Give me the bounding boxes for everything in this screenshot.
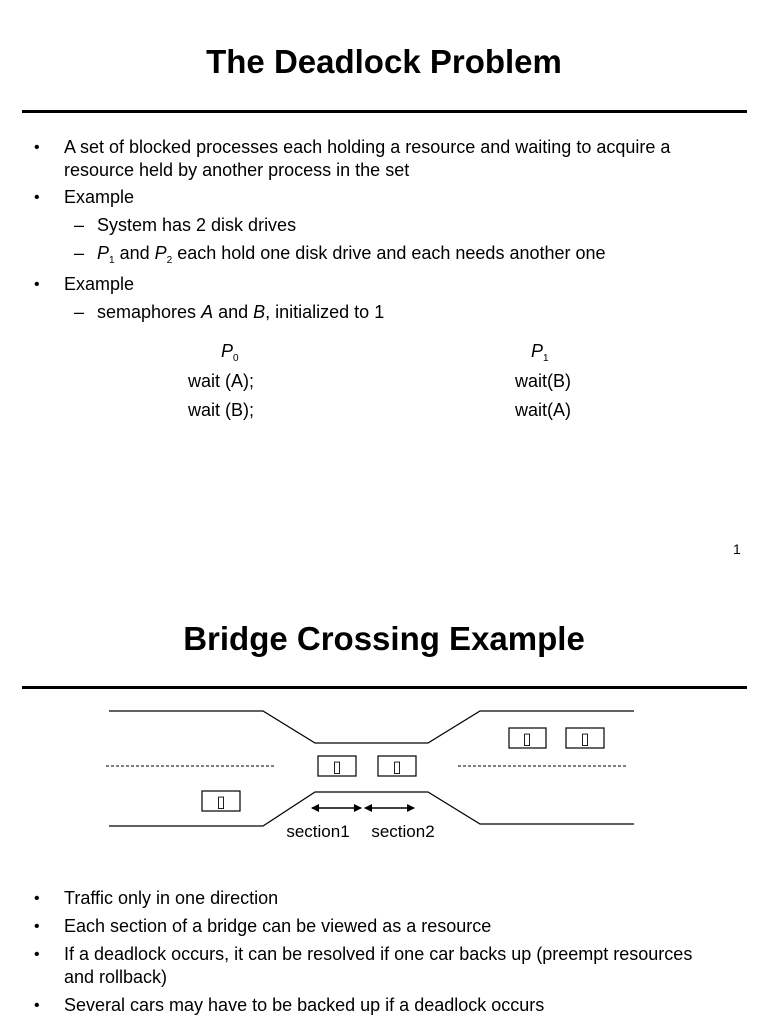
bullet-icon: • [34,946,40,963]
road-top-edge [109,711,634,743]
car-icon [318,756,356,776]
bullet-text-line2: and rollback) [64,967,168,987]
text: P [531,341,544,361]
car-icon [378,756,416,776]
slide-title: Bridge Crossing Example [183,620,585,657]
bullet-icon: • [34,997,40,1014]
text: and [114,243,155,263]
text: P [221,341,234,361]
section2-label: section2 [371,822,435,841]
text: semaphores [97,302,202,322]
car-icon [509,728,546,748]
car-icon [566,728,604,748]
p1-wait-a: wait(A) [515,400,572,420]
sub-bullet-semaphores [97,301,384,324]
bullet-icon: • [34,276,40,293]
text: each hold one disk drive and each needs another one [172,243,606,263]
process-p2-label: P [154,243,167,263]
title-divider [22,110,747,113]
car-glyph: ▯ [332,757,342,776]
slide-title: The Deadlock Problem [206,43,562,80]
bullet-icon: • [34,890,40,907]
process-p1-heading [531,340,549,370]
bullet-icon: • [34,918,40,935]
car-glyph: ▯ [392,757,402,776]
section1-label: section1 [286,822,350,841]
dash-icon: – [74,302,85,322]
bullet-deadlock-definition [64,136,670,182]
subscript: 1 [543,353,549,364]
bullet-text-line1: A set of blocked processes each holding a resource and waiting to acquire a [64,137,671,157]
process-p1-label: P [97,243,110,263]
dash-icon: – [74,243,85,263]
car-glyph: ▯ [580,729,590,748]
bullet-text-line2: resource held by another process in the set [64,160,410,180]
bullet-deadlock-resolution [64,943,692,989]
car-glyph: ▯ [522,729,532,748]
sub-bullet-disk-drives: System has 2 disk drives [97,215,297,235]
bullet-example-2: Example [64,274,135,294]
bullet-text-line1: If a deadlock occurs, it can be resolved if one car backs up (preempt resources [64,944,693,964]
p0-wait-a: wait (A); [188,371,255,391]
bullet-several-cars: Several cars may have to be backed up if a deadlock occurs [64,995,545,1015]
bullet-one-direction: Traffic only in one direction [64,888,279,908]
bridge-diagram [0,700,768,860]
subscript: 0 [233,353,239,364]
sub-bullet-processes-hold [97,242,606,272]
bullet-example-1: Example [64,187,135,207]
title-divider [22,686,747,689]
slide-bridge-crossing [0,580,768,1024]
semaphore-b: B [253,302,266,322]
p1-wait-b: wait(B) [515,371,572,391]
text: and [213,302,254,322]
road-bottom-edge [109,792,634,826]
text: , initialized to 1 [265,302,385,322]
page-number: 1 [733,541,741,557]
car-glyph: ▯ [216,792,226,811]
subscript: 2 [166,255,173,266]
bullet-icon: • [34,189,40,206]
p0-wait-b: wait (B); [188,400,255,420]
bullet-section-resource: Each section of a bridge can be viewed as a resource [64,916,492,936]
dash-icon: – [74,215,85,235]
bullet-icon: • [34,139,40,156]
semaphore-a: A [201,302,214,322]
subscript: 1 [109,255,115,266]
car-icon [202,791,240,811]
process-p0-heading [221,340,239,370]
